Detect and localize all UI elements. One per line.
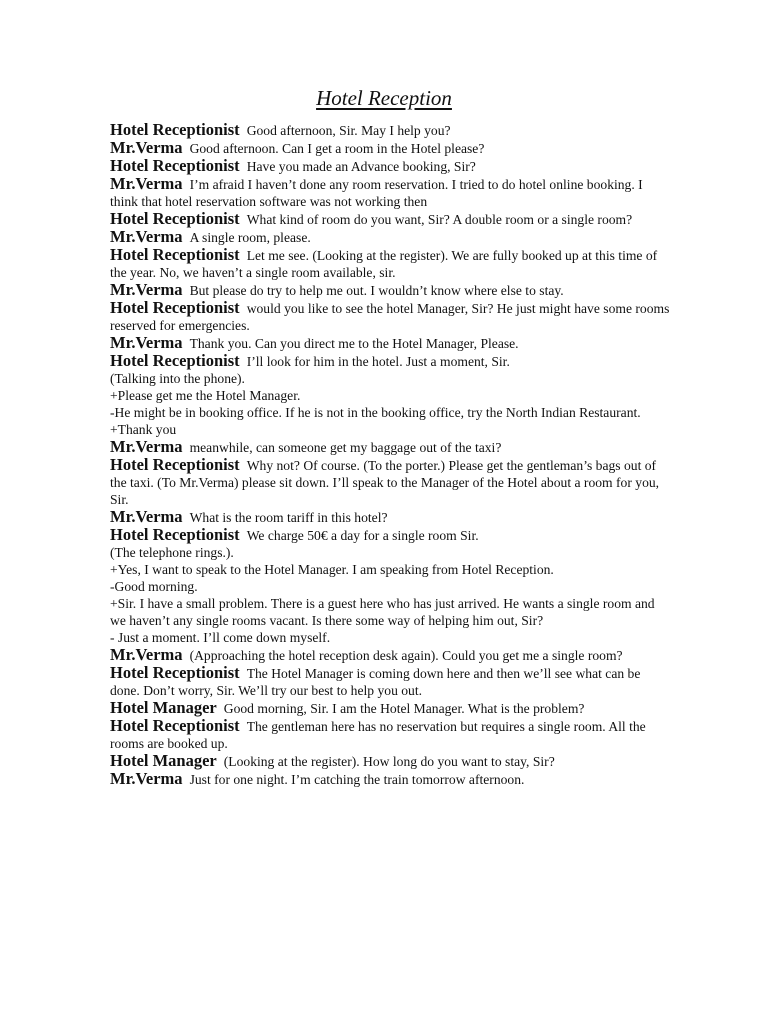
dialogue-text: +Yes, I want to speak to the Hotel Manager. I am speaking from Hotel Reception. xyxy=(110,562,554,577)
dialogue-text: The Hotel Manager is coming down here and then we’ll see what can be done. Don’t worry, Sir. We’ll try our best to help you out. xyxy=(110,666,641,698)
dialogue-text: +Sir. I have a small problem. There is a guest here who has just arrived. He wants a single room and we haven’t any single rooms vacant. Is there some way of helping him out, Sir? xyxy=(110,596,655,628)
speaker-name: Hotel Receptionist xyxy=(110,351,240,370)
dialogue-line xyxy=(110,334,670,352)
dialogue-line xyxy=(110,595,670,629)
dialogue-line xyxy=(110,387,670,404)
dialogue-line xyxy=(110,246,670,281)
dialogue-text: Good morning, Sir. I am the Hotel Manager. What is the problem? xyxy=(223,701,585,716)
dialogue-line xyxy=(110,456,670,508)
dialogue-line xyxy=(110,370,670,387)
speaker-name: Hotel Receptionist xyxy=(110,525,240,544)
speaker-name: Hotel Manager xyxy=(110,751,217,770)
dialogue-line xyxy=(110,139,670,157)
speaker-name: Hotel Manager xyxy=(110,698,217,717)
dialogue-text: -Good morning. xyxy=(110,579,198,594)
dialogue-text: A single room, please. xyxy=(189,230,311,245)
dialogue-line xyxy=(110,561,670,578)
dialogue-line xyxy=(110,421,670,438)
document-title: Hotel Reception xyxy=(316,86,452,110)
dialogue-text: (Looking at the register). How long do you want to stay, Sir? xyxy=(223,754,555,769)
speaker-name: Hotel Receptionist xyxy=(110,120,240,139)
dialogue-line xyxy=(110,544,670,561)
dialogue-text: (Approaching the hotel reception desk again). Could you get me a single room? xyxy=(189,648,623,663)
dialogue-text: Have you made an Advance booking, Sir? xyxy=(246,159,476,174)
dialogue-line xyxy=(110,629,670,646)
dialogue-line xyxy=(110,717,670,752)
dialogue-line xyxy=(110,175,670,210)
dialogue-line xyxy=(110,508,670,526)
speaker-name: Hotel Receptionist xyxy=(110,716,240,735)
dialogue-line xyxy=(110,157,670,175)
dialogue-text: Why not? Of course. (To the porter.) Please get the gentleman’s bags out of the taxi. (To Mr.Verma) please sit down. I’ll speak to the Manager of the Hotel about a room for you, Sir. xyxy=(110,458,660,507)
dialogue-line xyxy=(110,121,670,139)
dialogue-text: The gentleman here has no reservation but requires a single room. All the rooms are booked up. xyxy=(110,719,646,751)
dialogue-text: would you like to see the hotel Manager, Sir? He just might have some rooms reserved for emergencies. xyxy=(110,301,670,333)
dialogue-line xyxy=(110,210,670,228)
dialogue-body xyxy=(110,121,670,788)
dialogue-text: Let me see. (Looking at the register). We are fully booked up at this time of the year. No, we haven’t a single room available, sir. xyxy=(110,248,658,280)
speaker-name: Mr.Verma xyxy=(110,645,183,664)
dialogue-line xyxy=(110,646,670,664)
dialogue-text: - Just a moment. I’ll come down myself. xyxy=(110,630,331,645)
dialogue-text: Good afternoon. Can I get a room in the Hotel please? xyxy=(189,141,485,156)
dialogue-text: -He might be in booking office. If he is not in the booking office, try the North Indian Restaurant. xyxy=(110,405,641,420)
dialogue-text: Good afternoon, Sir. May I help you? xyxy=(246,123,451,138)
dialogue-text: (The telephone rings.). xyxy=(110,545,234,560)
dialogue-line xyxy=(110,352,670,370)
dialogue-text: Just for one night. I’m catching the train tomorrow afternoon. xyxy=(189,772,525,787)
dialogue-text: We charge 50€ a day for a single room Sir. xyxy=(246,528,479,543)
dialogue-line xyxy=(110,752,670,770)
speaker-name: Hotel Receptionist xyxy=(110,298,240,317)
speaker-name: Mr.Verma xyxy=(110,138,183,157)
speaker-name: Mr.Verma xyxy=(110,333,183,352)
speaker-name: Mr.Verma xyxy=(110,769,183,788)
speaker-name: Mr.Verma xyxy=(110,174,183,193)
dialogue-text: (Talking into the phone). xyxy=(110,371,245,386)
dialogue-text: But please do try to help me out. I wouldn’t know where else to stay. xyxy=(189,283,564,298)
speaker-name: Mr.Verma xyxy=(110,507,183,526)
dialogue-text: I’m afraid I haven’t done any room reservation. I tried to do hotel online booking. I think that hotel reservation software was not working then xyxy=(110,177,643,209)
dialogue-text: +Thank you xyxy=(110,422,177,437)
dialogue-text: Thank you. Can you direct me to the Hotel Manager, Please. xyxy=(189,336,519,351)
dialogue-text: What is the room tariff in this hotel? xyxy=(189,510,388,525)
dialogue-text: meanwhile, can someone get my baggage out of the taxi? xyxy=(189,440,502,455)
dialogue-line xyxy=(110,770,670,788)
dialogue-line xyxy=(110,526,670,544)
dialogue-text: What kind of room do you want, Sir? A double room or a single room? xyxy=(246,212,633,227)
dialogue-line xyxy=(110,299,670,334)
dialogue-text: +Please get me the Hotel Manager. xyxy=(110,388,301,403)
dialogue-text: I’ll look for him in the hotel. Just a moment, Sir. xyxy=(246,354,510,369)
dialogue-line xyxy=(110,404,670,421)
dialogue-line xyxy=(110,438,670,456)
dialogue-line xyxy=(110,664,670,699)
dialogue-line xyxy=(110,228,670,246)
speaker-name: Hotel Receptionist xyxy=(110,455,240,474)
dialogue-line xyxy=(110,578,670,595)
dialogue-line xyxy=(110,699,670,717)
speaker-name: Mr.Verma xyxy=(110,280,183,299)
speaker-name: Hotel Receptionist xyxy=(110,156,240,175)
speaker-name: Hotel Receptionist xyxy=(110,663,240,682)
dialogue-line xyxy=(110,281,670,299)
speaker-name: Mr.Verma xyxy=(110,437,183,456)
speaker-name: Hotel Receptionist xyxy=(110,245,240,264)
speaker-name: Hotel Receptionist xyxy=(110,209,240,228)
speaker-name: Mr.Verma xyxy=(110,227,183,246)
